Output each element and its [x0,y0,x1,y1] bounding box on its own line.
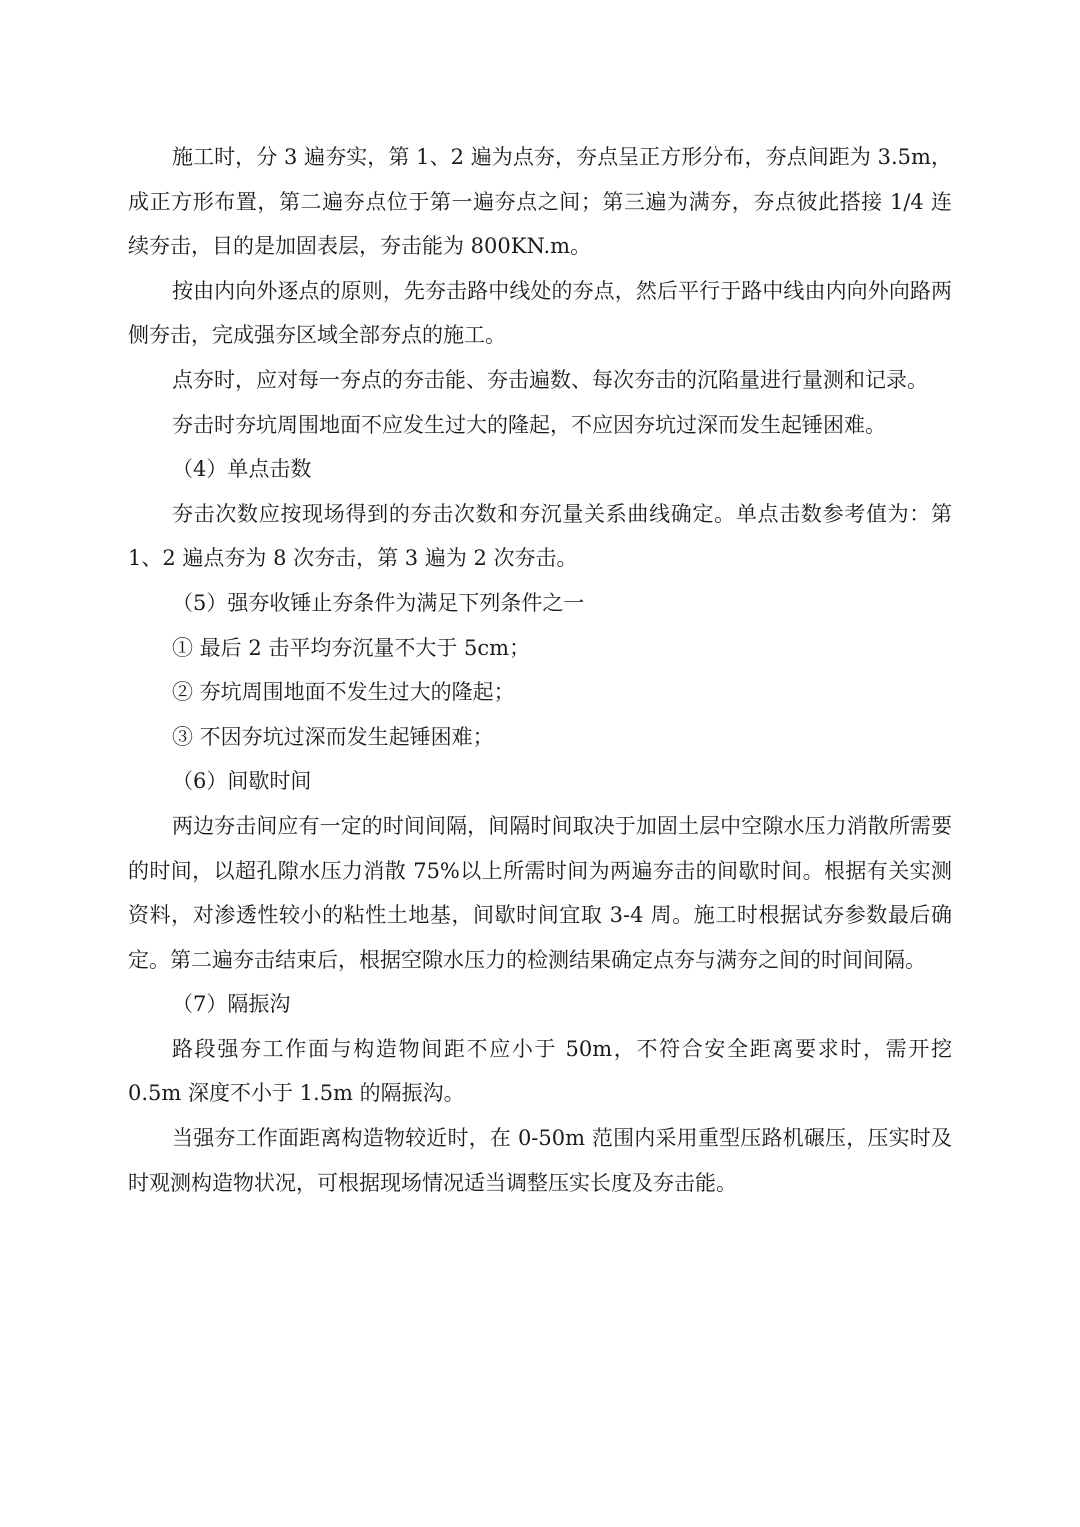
heading-single-point-blows: （4）单点击数 [172,457,312,482]
paragraph-point-tamping-record: 点夯时，应对每一夯点的夯击能、夯击遍数、每次夯击的沉陷量进行量测和记录。 [172,367,928,392]
list-item-condition-1: ① 最后 2 击平均夯沉量不大于 5cm； [172,635,531,660]
list-item-condition-2: ② 夯坑周围地面不发生过大的隆起； [172,680,515,705]
paragraph-compaction-order: 按由内向外逐点的原则，先夯击路中线处的夯点，然后平行于路中线由内向外向路两侧夯击，完成强夯区域全部夯点的施工。 [128,278,952,348]
heading-interval-time: （6）间歇时间 [172,769,312,794]
heading-isolation-trench: （7）隔振沟 [172,992,291,1017]
paragraph-compaction-passes: 施工时，分 3 遍夯实，第 1、2 遍为点夯，夯点呈正方形分布，夯点间距为 3.5m，成正方形布置，第二遍夯点位于第一遍夯点之间；第三遍为满夯，夯点彼此搭接 1/4 连续夯击，目的是加固表层，夯击能为 800KN.m。 [128,145,952,259]
heading-stop-conditions: （5）强夯收锤止夯条件为满足下列条件之一 [172,590,585,615]
paragraph-crater-heave: 夯击时夯坑周围地面不应发生过大的隆起，不应因夯坑过深而发生起锤困难。 [172,412,886,437]
paragraph-interval-time: 两边夯击间应有一定的时间间隔，间隔时间取决于加固土层中空隙水压力消散所需要的时间，以超孔隙水压力消散 75%以上所需时间为两遍夯击的间歇时间。根据有关实测资料，对渗透性较小的粘性土地基，间歇时间宜取 3-4 周。施工时根据试夯参数最后确定。第二遍夯击结束后，根据空隙水压力的检测结果确定点夯与满夯之间的时间间隔。 [128,813,952,972]
paragraph-blow-count: 夯击次数应按现场得到的夯击次数和夯沉量关系曲线确定。单点击数参考值为：第 1、2 遍点夯为 8 次夯击，第 3 遍为 2 次夯击。 [128,501,952,571]
document-page [128,135,952,1205]
paragraph-near-structures: 当强夯工作面距离构造物较近时，在 0-50m 范围内采用重型压路机碾压，压实时及时观测构造物状况，可根据现场情况适当调整压实长度及夯击能。 [128,1126,952,1195]
list-item-condition-3: ③ 不因夯坑过深而发生起锤困难； [172,724,494,749]
paragraph-isolation-trench: 路段强夯工作面与构造物间距不应小于 50m，不符合安全距离要求时，需开挖 0.5m 深度不小于 1.5m 的隔振沟。 [128,1036,952,1106]
